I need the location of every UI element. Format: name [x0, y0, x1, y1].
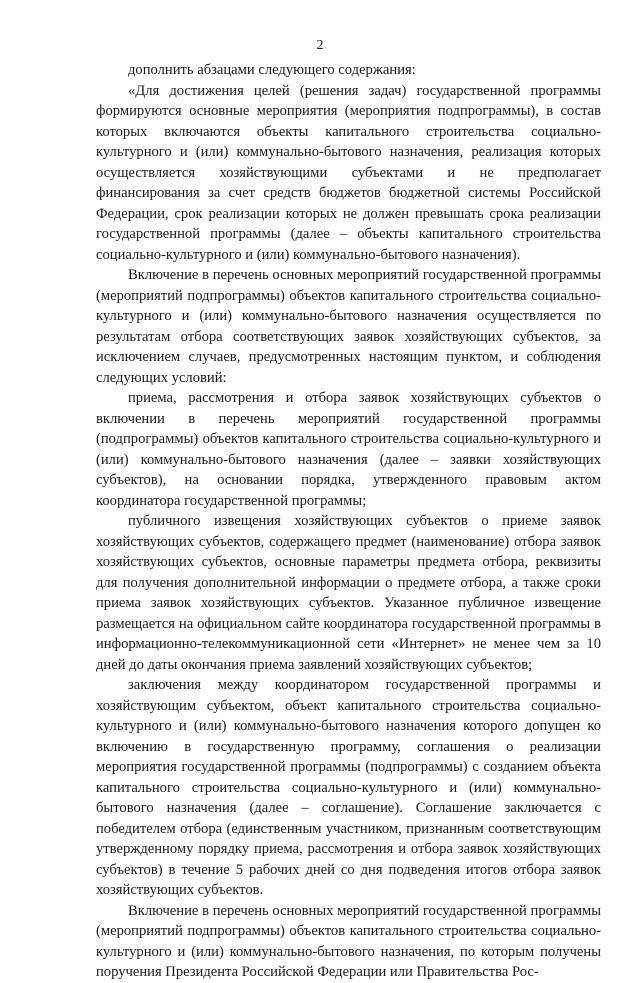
paragraph-public-notice: публичного извещения хозяйствующих субъектов о приеме заявок хозяйствующих субъектов, содержащего предмет (наименование) отбора заявок хозяйствующих субъектов, основные параметры предмета отбора, реквизиты для получения дополнительной информации о предмете отбора, а также сроки приема заявок хозяйствующих субъектов. Указанное публичное извещение размещается на официальном сайте координатора государственной программы в информационно-телекоммуникационной сети «Интернет» не менее чем за 10 дней до даты окончания приема заявлений хозяйствующих субъектов; — [96, 513, 601, 673]
paragraph-inclusion-conditions: Включение в перечень основных мероприятий государственной программы (мероприятий подпрограммы) объектов капитального строительства социально-культурного и (или) коммунально-бытового назначения осуществляется по результатам отбора соответствующих заявок хозяйствующих субъектов, за исключением случаев, предусмотренных настоящим пунктом, и соблюдения следующих условий: — [96, 267, 601, 386]
paragraph-presidential-orders: Включение в перечень основных мероприятий государственной программы (мероприятий подпрограммы) объектов капитального строительства социально-культурного и (или) коммунально-бытового назначения, по которым получены поручения Президента Российской Федерации или Правительства Рос- — [96, 902, 601, 980]
paragraph-goals: «Для достижения целей (решения задач) государственной программы формируются основные мероприятия (мероприятия подпрограммы), в состав которых включаются объекты капитального строительства социально-культурного и (или) коммунально-бытового назначения, реализация которых осуществляется хозяйствующими субъектами и не предполагает финансирования за счет средств бюджетов бюджетной системы Российской Федерации, срок реализации которых не должен превышать срока реализации государственной программы (далее – объекты капитального строительства социально-культурного и (или) коммунально-бытового назначения). — [96, 82, 601, 263]
page-number: 2 — [316, 38, 324, 53]
paragraph-application-review: приема, рассмотрения и отбора заявок хозяйствующих субъектов о включении в перечень мероприятий государственной программы (подпрограммы) объектов капитального строительства социально-культурного и (или) коммунально-бытового назначения (далее – заявки хозяйствующих субъектов), на основании порядка, утвержденного правовым актом координатора государственной программы; — [96, 390, 601, 509]
paragraph-agreement: заключения между координатором государственной программы и хозяйствующим субъектом, объект капитального строительства социально-культурного и (или) коммунально-бытового назначения которого допущен ко включению в государственную программу, соглашения о реализации мероприятия государственной программы (подпрограммы) с созданием объекта капитального строительства социально-культурного и (или) коммунально-бытового назначения (далее – соглашение). Соглашение заключается с победителем отбора (единственным участником, признанным соответствующим утвержденному порядку приема, рассмотрения и отбора заявок хозяйствующих субъектов) в течение 5 рабочих дней со дня подведения итогов отбора заявок хозяйствующих субъектов. — [96, 677, 601, 898]
paragraph-intro: дополнить абзацами следующего содержания: — [128, 62, 416, 78]
document-body — [96, 60, 601, 983]
